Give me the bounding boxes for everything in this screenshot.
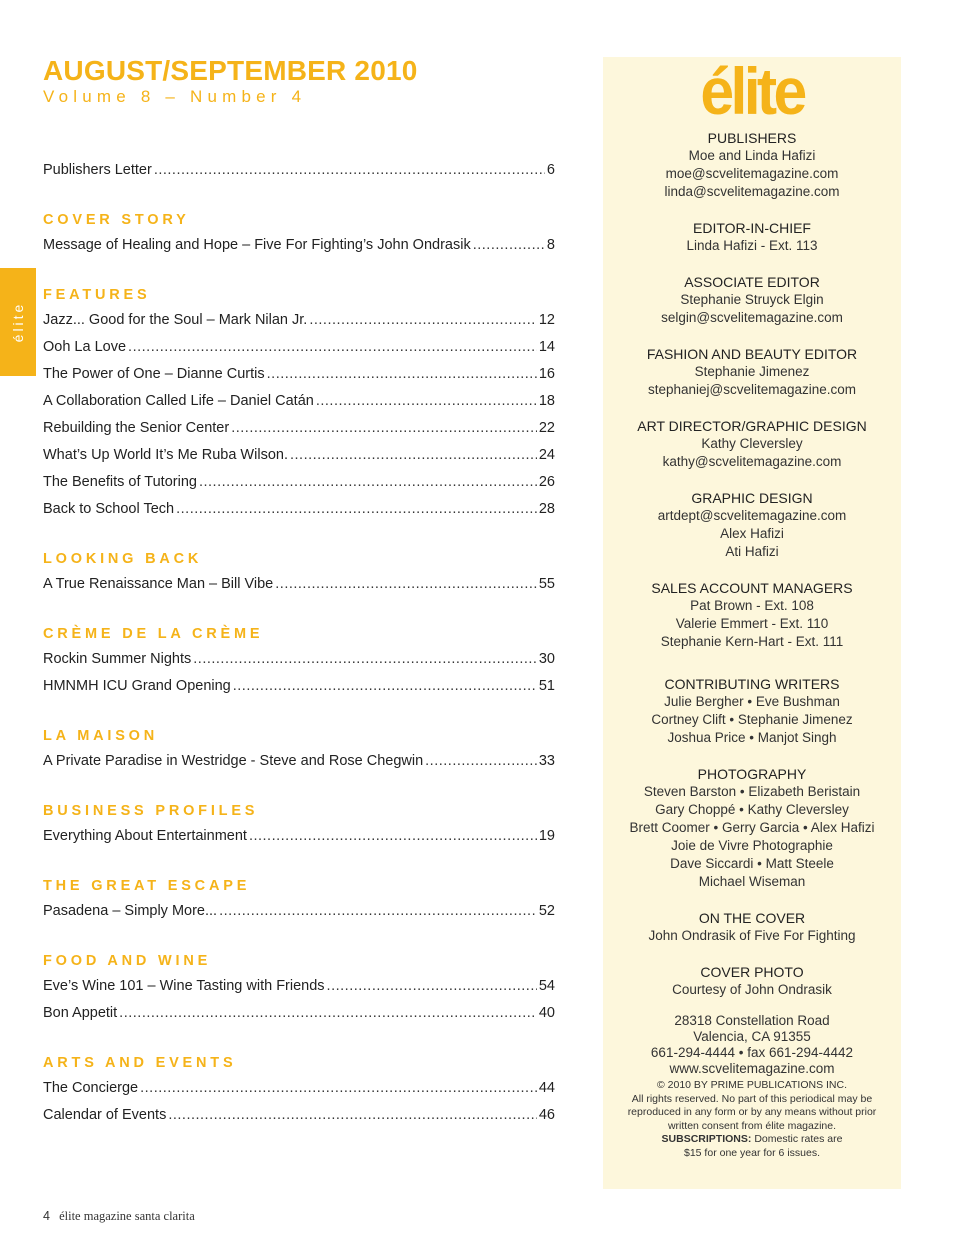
toc-entry-title: Publishers Letter (43, 162, 152, 178)
toc-entry[interactable] (43, 571, 555, 598)
masthead-address (603, 1013, 901, 1077)
toc-entry-title: Bon Appetit (43, 1005, 118, 1021)
toc-entry-title: The Benefits of Tutoring (43, 474, 197, 490)
masthead-email-link[interactable]: stephaniej@scvelitemagazine.com (647, 382, 857, 397)
toc-leader-dots (128, 334, 537, 361)
masthead-block (603, 963, 901, 999)
toc-leader-dots (309, 307, 537, 334)
toc-entry-title: Back to School Tech (43, 501, 175, 517)
toc-section-heading: FOOD AND WINE (43, 953, 212, 969)
toc-section (43, 1051, 555, 1129)
toc-entry-page: 40 (538, 1005, 555, 1021)
toc-section (43, 874, 555, 925)
toc-entry-title: Eve’s Wine 101 – Wine Tasting with Friends (43, 978, 325, 994)
toc-entry-page: 6 (546, 162, 555, 178)
masthead-line: Pat Brown - Ext. 108 (690, 598, 814, 613)
masthead-email-link[interactable]: selgin@scvelitemagazine.com (661, 310, 843, 325)
toc-entry[interactable] (43, 388, 555, 415)
toc-entry-page: 46 (538, 1107, 555, 1123)
toc-entry[interactable] (43, 673, 555, 700)
masthead-block (603, 765, 901, 891)
masthead-heading: GRAPHIC DESIGN (691, 490, 813, 506)
legal-line: reproduced in any form or by any means without prior (627, 1106, 877, 1118)
masthead-heading: PHOTOGRAPHY (697, 766, 807, 782)
page-footer (43, 1209, 195, 1224)
masthead-block (603, 345, 901, 399)
toc-entry[interactable] (43, 646, 555, 673)
toc-leader-dots (231, 415, 537, 442)
toc-entry-title: A Collaboration Called Life – Daniel Catán (43, 393, 314, 409)
toc-entry-title: A True Renaissance Man – Bill Vibe (43, 576, 274, 592)
toc-section-heading: BUSINESS PROFILES (43, 803, 259, 819)
masthead-line: Linda Hafizi - Ext. 113 (686, 238, 818, 253)
masthead-line: Joshua Price • Manjot Singh (667, 730, 837, 745)
toc-leader-dots (154, 157, 545, 184)
toc-entry[interactable] (43, 1075, 555, 1102)
toc-section-heading: THE GREAT ESCAPE (43, 878, 251, 894)
toc-entry-page: 44 (538, 1080, 555, 1096)
masthead-email-link[interactable]: artdept@scvelitemagazine.com (657, 508, 847, 523)
toc-leader-dots (193, 646, 537, 673)
masthead-staff (603, 129, 901, 999)
toc-entry-page: 14 (538, 339, 555, 355)
toc-entry-title: The Power of One – Dianne Curtis (43, 366, 265, 382)
masthead-heading: ASSOCIATE EDITOR (684, 274, 820, 290)
toc-section-heading: ARTS AND EVENTS (43, 1055, 237, 1071)
toc-section-heading: FEATURES (43, 287, 151, 303)
masthead-line: Dave Siccardi • Matt Steele (670, 856, 834, 871)
masthead-heading: CONTRIBUTING WRITERS (664, 676, 840, 692)
masthead-block (603, 489, 901, 561)
toc-section (43, 799, 555, 850)
toc-entry-page: 33 (538, 753, 555, 769)
masthead-line: Alex Hafizi (720, 526, 784, 541)
toc-leader-dots (168, 1102, 537, 1129)
toc-entry-page: 54 (538, 978, 555, 994)
toc-entry-title: Rockin Summer Nights (43, 651, 192, 667)
toc-entry-page: 52 (538, 903, 555, 919)
masthead-email-link[interactable]: kathy@scvelitemagazine.com (662, 454, 842, 469)
masthead-block (603, 675, 901, 747)
toc-leader-dots (267, 361, 537, 388)
masthead-line: Michael Wiseman (698, 874, 806, 889)
toc-leader-dots (327, 973, 537, 1000)
toc-entry-title: The Concierge (43, 1080, 139, 1096)
legal-line: All rights reserved. No part of this periodical may be (631, 1092, 873, 1105)
toc-entry[interactable] (43, 307, 555, 334)
legal-line: © 2010 BY PRIME PUBLICATIONS INC. (657, 1079, 847, 1091)
issue-header (43, 55, 418, 107)
toc-leader-dots (249, 823, 537, 850)
toc-entry-page: 19 (538, 828, 555, 844)
subscriptions-text: Domestic rates are (754, 1133, 843, 1145)
toc-section-intro (43, 157, 555, 184)
footer-text: élite magazine santa clarita (59, 1209, 195, 1223)
toc-entry-page: 24 (538, 447, 555, 463)
masthead-heading: ON THE COVER (698, 910, 806, 926)
toc-entry-page: 30 (538, 651, 555, 667)
toc-entry-title: Jazz... Good for the Soul – Mark Nilan Jr. (43, 312, 308, 328)
masthead-line: Valerie Emmert - Ext. 110 (675, 616, 829, 631)
toc-section (43, 622, 555, 700)
masthead-line: Brett Coomer • Gerry Garcia • Alex Hafizi (629, 820, 875, 835)
toc-leader-dots (199, 469, 537, 496)
toc-leader-dots (275, 571, 537, 598)
toc-section (43, 724, 555, 775)
masthead-line: Moe and Linda Hafizi (688, 148, 816, 163)
toc-section-heading: CRÈME DE LA CRÈME (43, 626, 264, 642)
toc-entry-page: 12 (538, 312, 555, 328)
subscriptions-line-2: $15 for one year for 6 issues. (684, 1146, 820, 1159)
toc-entry-page: 28 (538, 501, 555, 517)
masthead-line: Gary Choppé • Kathy Cleversley (655, 802, 849, 817)
side-tab (0, 268, 36, 376)
issue-title: AUGUST/SEPTEMBER 2010 (43, 55, 418, 86)
toc-entry[interactable] (43, 1102, 555, 1129)
toc-entry[interactable] (43, 232, 555, 259)
toc-entry-title: What’s Up World It’s Me Ruba Wilson. (43, 447, 288, 463)
toc-leader-dots (176, 496, 537, 523)
toc-entry-title: Calendar of Events (43, 1107, 167, 1123)
masthead-block (603, 129, 901, 201)
masthead-line: Stephanie Kern-Hart - Ext. 111 (660, 634, 844, 649)
masthead-line: Ati Hafizi (725, 544, 779, 559)
toc-entry[interactable] (43, 442, 555, 469)
masthead-line: John Ondrasik of Five For Fighting (648, 928, 856, 943)
toc-section-heading: COVER STORY (43, 212, 190, 228)
toc-entry-page: 51 (538, 678, 555, 694)
toc-entry-title: Message of Healing and Hope – Five For Fighting’s John Ondrasik (43, 237, 471, 253)
masthead-block (603, 219, 901, 255)
toc-leader-dots (219, 898, 537, 925)
toc-leader-dots (425, 748, 537, 775)
toc-entry[interactable] (43, 898, 555, 925)
toc-entry-title: Ooh La Love (43, 339, 127, 355)
toc-leader-dots (316, 388, 537, 415)
toc-entry-title: A Private Paradise in Westridge - Steve and Rose Chegwin (43, 753, 424, 769)
toc-entry[interactable] (43, 496, 555, 523)
toc-entry[interactable] (43, 973, 555, 1000)
masthead (603, 54, 901, 1189)
masthead-heading: FASHION AND BEAUTY EDITOR (646, 346, 858, 362)
toc-entry-page: 8 (546, 237, 555, 253)
website-link[interactable]: www.scvelitemagazine.com (669, 1061, 835, 1076)
toc-entry-title: Everything About Entertainment (43, 828, 247, 844)
legal-line: written consent from élite magazine. (667, 1119, 837, 1132)
masthead-line: Stephanie Struyck Elgin (680, 292, 824, 307)
toc-entry-page: 26 (538, 474, 555, 490)
masthead-email-link[interactable]: linda@scvelitemagazine.com (664, 184, 840, 199)
toc-entry[interactable] (43, 823, 555, 850)
toc-entry-title: HMNMH ICU Grand Opening (43, 678, 231, 694)
toc-leader-dots (473, 232, 545, 259)
address-line: 28318 Constellation Road (674, 1013, 830, 1028)
toc-entry[interactable] (43, 748, 555, 775)
toc-section-heading: LA MAISON (43, 728, 159, 744)
toc-entry[interactable] (43, 1000, 555, 1027)
table-of-contents (43, 157, 555, 1153)
masthead-block (603, 579, 901, 651)
subscriptions-line (603, 1133, 901, 1147)
masthead-line: Kathy Cleversley (701, 436, 803, 451)
masthead-block (603, 417, 901, 471)
toc-section-heading: LOOKING BACK (43, 551, 203, 567)
toc-entry[interactable] (43, 334, 555, 361)
toc-entry-page: 22 (538, 420, 555, 436)
masthead-block (603, 273, 901, 327)
masthead-heading: EDITOR-IN-CHIEF (693, 220, 811, 236)
toc-entry-title: Pasadena – Simply More... (43, 903, 218, 919)
masthead-legal (603, 1079, 901, 1160)
address-line: Valencia, CA 91355 (693, 1029, 811, 1044)
toc-section (43, 949, 555, 1027)
elite-logo: élite (700, 54, 804, 128)
masthead-line: Steven Barston • Elizabeth Beristain (643, 784, 861, 799)
toc-leader-dots (233, 673, 537, 700)
toc-entry-page: 18 (538, 393, 555, 409)
masthead-line: Joie de Vivre Photographie (671, 838, 833, 853)
toc-section (43, 208, 555, 259)
toc-entry[interactable] (43, 361, 555, 388)
issue-volume: Volume 8 – Number 4 (43, 87, 307, 106)
masthead-line: Stephanie Jimenez (694, 364, 810, 379)
masthead-line: Julie Bergher • Eve Bushman (664, 694, 840, 709)
toc-section (43, 283, 555, 523)
side-tab-label: élite (10, 301, 26, 343)
masthead-email-link[interactable]: moe@scvelitemagazine.com (665, 166, 839, 181)
masthead-block (603, 909, 901, 945)
masthead-line: Cortney Clift • Stephanie Jimenez (651, 712, 853, 727)
footer-page-number: 4 (43, 1209, 50, 1223)
toc-leader-dots (119, 1000, 537, 1027)
toc-entry[interactable] (43, 157, 555, 184)
toc-section (43, 547, 555, 598)
masthead-heading: SALES ACCOUNT MANAGERS (651, 580, 853, 596)
masthead-heading: PUBLISHERS (707, 130, 797, 146)
toc-entry-page: 55 (538, 576, 555, 592)
subscriptions-label: SUBSCRIPTIONS: (661, 1133, 752, 1145)
toc-leader-dots (140, 1075, 537, 1102)
toc-leader-dots (290, 442, 537, 469)
masthead-line: Courtesy of John Ondrasik (672, 982, 832, 997)
toc-entry[interactable] (43, 415, 555, 442)
toc-entry-title: Rebuilding the Senior Center (43, 420, 230, 436)
masthead-heading: COVER PHOTO (700, 964, 804, 980)
masthead-heading: ART DIRECTOR/GRAPHIC DESIGN (637, 418, 867, 434)
toc-entry-page: 16 (538, 366, 555, 382)
address-line: 661-294-4444 • fax 661-294-4442 (650, 1045, 854, 1060)
toc-entry[interactable] (43, 469, 555, 496)
